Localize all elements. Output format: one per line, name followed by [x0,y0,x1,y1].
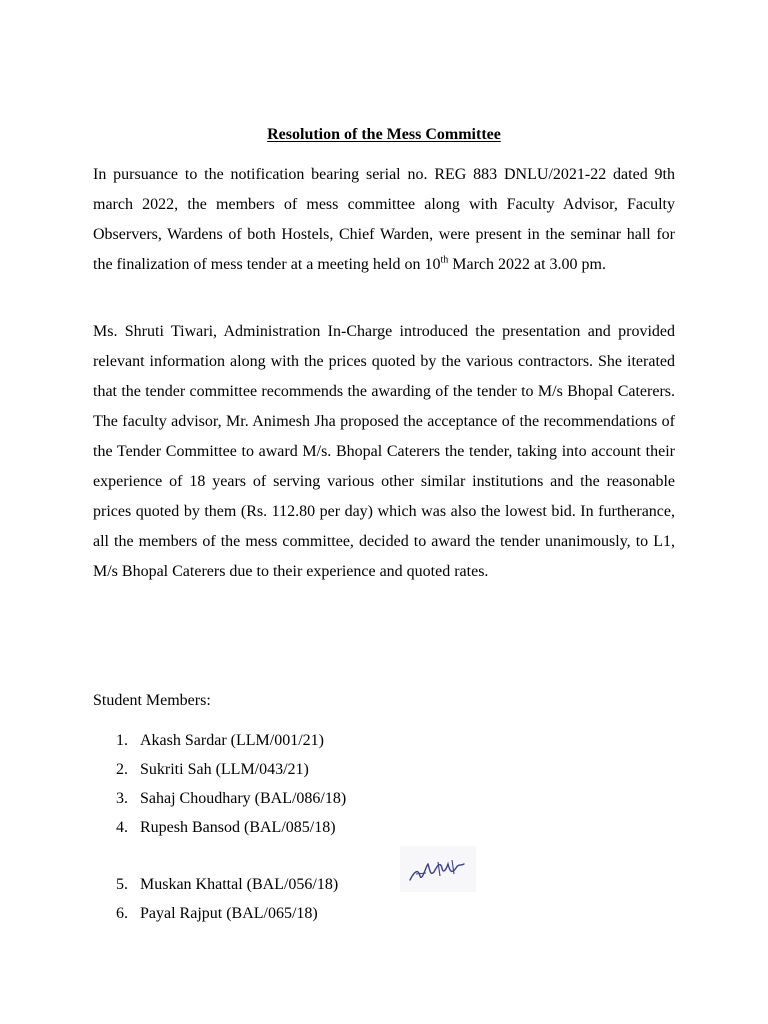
member-name: Akash Sardar (LLM/001/21) [140,732,324,749]
list-item [116,819,336,837]
paragraph-presentation: Ms. Shruti Tiwari, Administration In-Charge introduced the presentation and provided relevant information along with the prices quoted by the various contractors. She iterated that the tender committee recommends the awarding of the tender to M/s Bhopal Caterers. The faculty advisor, Mr. Animesh Jha proposed the acceptance of the recommendations of the Tender Committee to award M/s. Bhopal Caterers the tender, taking into account their experience of 18 years of serving various other similar institutions and the reasonable prices quoted by them (Rs. 112.80 per day) which was also the lowest bid. In furtherance, all the members of the mess committee, decided to award the tender unanimously, to L1, M/s Bhopal Caterers due to their experience and quoted rates. [93,323,675,580]
list-number: 3. [116,790,128,807]
member-name: Rupesh Bansod (BAL/085/18) [140,819,336,836]
document-title: Resolution of the Mess Committee [267,126,501,143]
list-number: 4. [116,819,128,836]
list-item [116,790,346,808]
list-item [116,876,338,894]
paragraph-notification-end: March 2022 at 3.00 pm. [448,256,606,273]
list-item [116,761,309,779]
member-name: Muskan Khattal (BAL/056/18) [140,876,339,893]
list-number: 6. [116,905,128,922]
signature-background [400,846,476,892]
member-name: Sahaj Choudhary (BAL/086/18) [140,790,347,807]
member-name: Payal Rajput (BAL/065/18) [140,905,318,922]
signature-image [400,846,476,892]
list-item [116,905,318,923]
ordinal-suffix: th [440,254,449,266]
list-number: 2. [116,761,128,778]
student-members-heading: Student Members: [93,692,211,709]
list-item [116,732,324,750]
list-number: 5. [116,876,128,893]
list-number: 1. [116,732,128,749]
paragraph-notification [93,160,675,280]
paragraph-notification-text: In pursuance to the notification bearing serial no. REG 883 DNLU/2021-22 dated 9th march 2022, the members of mess committee along with Faculty Advisor, Faculty Observers, Wardens of both Hostels, Chief Warden, were present in the seminar hall for the finalization of mess tender at a meeting held on 10 [93,166,675,273]
member-name: Sukriti Sah (LLM/043/21) [140,761,309,778]
